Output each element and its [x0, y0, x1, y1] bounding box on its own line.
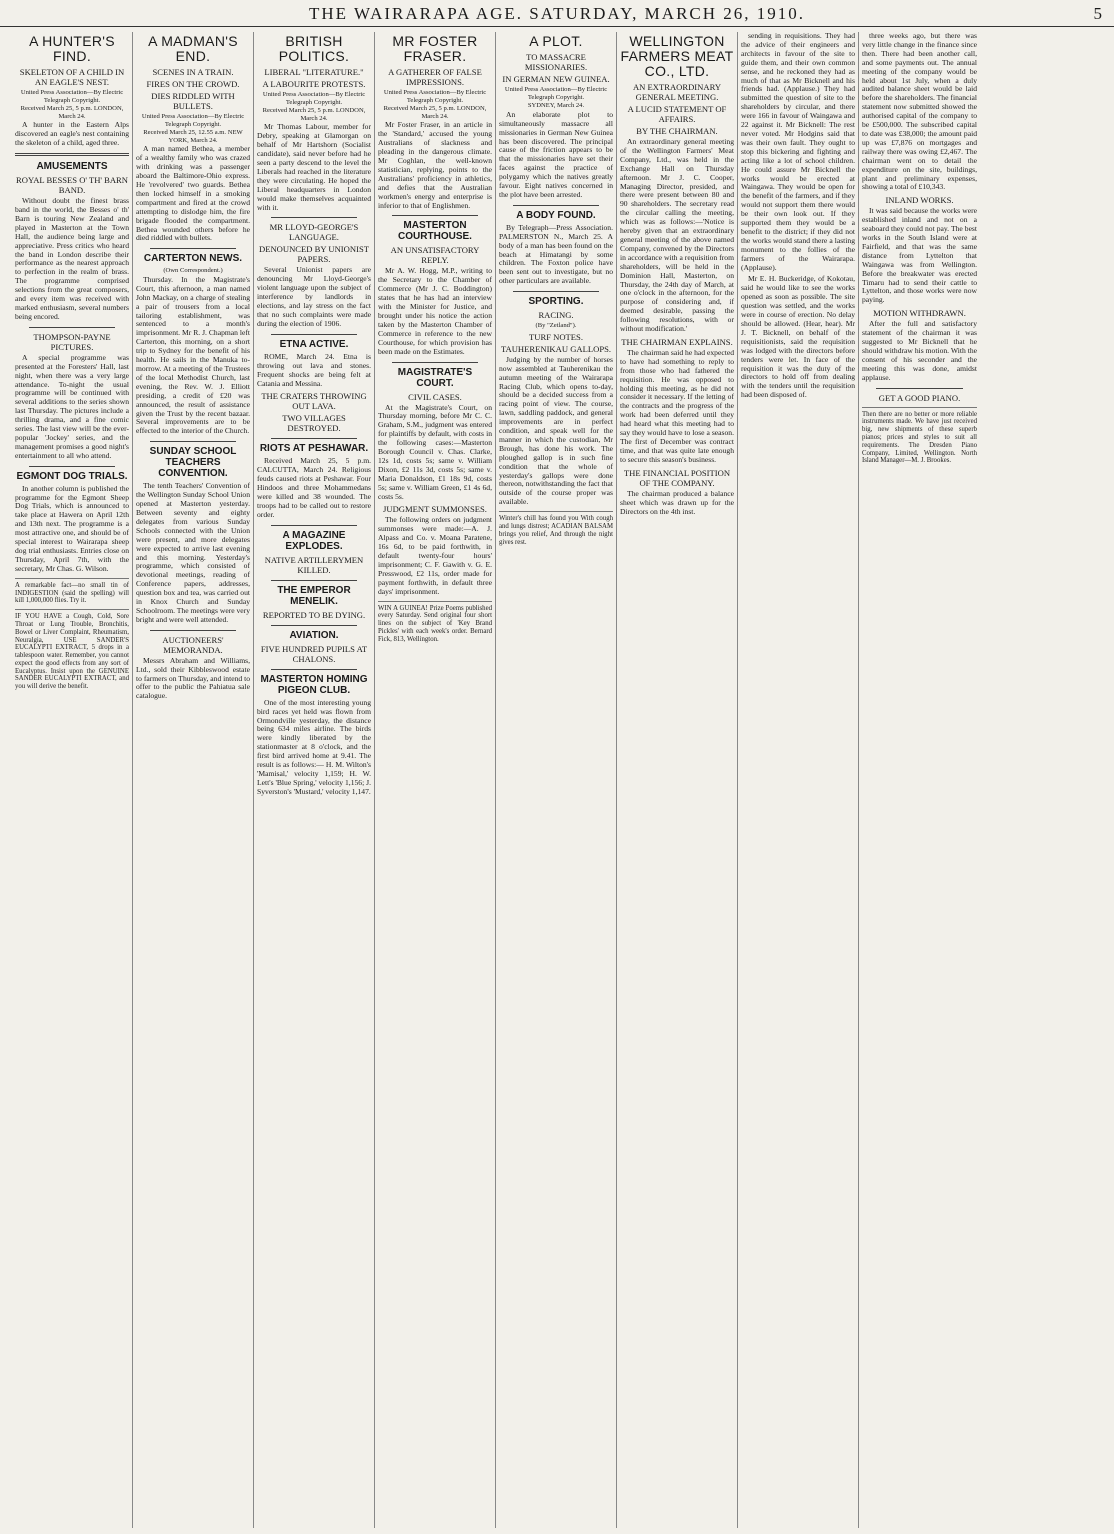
divider: [513, 205, 599, 206]
received-line: Received March 25, 5 p.m. LONDON, March 24.: [262, 107, 366, 122]
article-body: sending in requisitions. They had the advice of their engineers and architects in favour of the site to guide them, and their own common sense, and he reckoned they had as much of that as Mr Bicknell and his friends had. (Applause.) They had submitted the question of site to the shareholders by circular, and there were 166 in favour of Waingawa and 22 against it. Mr Bicknell: The rest never voted. Mr Hodgins said that was their own fault. They ought to stop this bickering and fighting and acting like a lot of school children. He could assure Mr Bicknell the works would be erected at Waingawa. They would be open for the benefit of the farmers, and if they would not support them there would be their own look out. If they supported them they would be a benefit to the district; if they did not the works would stand there a lasting monument to the follies of the farmers of the Wairarapa. (Applause).: [741, 32, 855, 272]
article-body: It was said because the works were established inland and not on a seaboard they could not pay. The best works in the South Island were at Fairfield, and that was the same distance from Lyttelton that Waingawa was from Wellington. Before the breakwater was erected Timaru had to send their cattle to Lyttelton, and those works were now paying.: [862, 206, 977, 305]
divider: [271, 438, 357, 439]
subhead-chairman-explains: THE CHAIRMAN EXPLAINS.: [621, 336, 733, 347]
byline: (By "Zetland").: [535, 322, 577, 330]
masthead: [0, 0, 1114, 27]
article-body: Mr Thomas Labour, member for Debry, speaking at Glamorgan on behalf of Mr Hartshorn (Socialist candidate), said never before had he seen a party descend to the level the Liberals had reached in the literature they were circulating. He hoped the Liberal headquarters in London would make themselves acquainted with it.: [257, 122, 371, 212]
article-body: A hunter in the Eastern Alps discovered an eagle's nest containing the skeleton of a child, aged three.: [15, 120, 129, 148]
subhead-civil-cases: CIVIL CASES.: [408, 391, 462, 402]
subhead-denounced: DENOUNCED BY UNIONIST PAPERS.: [259, 244, 369, 265]
subhead-false-impressions: A GATHERER OF FALSE IMPRESSIONS.: [388, 67, 482, 87]
article-body: Thursday. In the Magistrate's Court, this afternoon, a man named John Mackay, on a charge of stealing a pair of trousers from a local tailoring establishment, was sentenced to a month's imprisonment. Mr R. J. Chapman left Carterton, this morning, on a short trip to Sydney for the benefit of his health. He sails in the Manuka to-morrow. At a meeting of the Trustees of the local Methodist Church, last evening, the Rev. W. J. Elliott presiding, a credit of £20 was announced, the result of assistance given the Trust by the recent bazaar. Several improvements are to be effected to the interior of the Church.: [136, 274, 250, 436]
divider: [392, 362, 478, 363]
headline-courthouse: MASTERTON COURTHOUSE.: [398, 220, 472, 243]
article-body: Mr E. H. Buckeridge, of Kokotau, said he would like to see the works opened as soon as possible. The site question was settled, and the works were in course of erection. No delay should be allowed. (Hear, hear). Mr J. T. Bicknell, on behalf of the requisitionists, said the requisition was lodged with the directors before tenders were let. In face of the requisition it was the duty of the directors to hold off from dealing with the tenders until the requisition had been disposed of.: [741, 274, 855, 400]
subhead-villages: TWO VILLAGES DESTROYED.: [282, 413, 346, 434]
divider: [150, 630, 236, 631]
headline-riots: RIOTS AT PESHAWAR.: [259, 443, 369, 455]
subhead-liberal: LIBERAL "LITERATURE.": [264, 67, 364, 77]
column-5: [496, 32, 617, 1528]
article-body: Messrs Abraham and Williams, Ltd., sold their Kibbleswood estate to farmers on Thursday, and intend to offer to the public the Pahiatua sale catalogue.: [136, 655, 250, 701]
headline-british-politics: BRITISH POLITICS.: [278, 33, 350, 64]
divider: [150, 441, 236, 442]
headline-wellington-farmers: WELLINGTON FARMERS MEAT CO., LTD.: [620, 33, 734, 79]
divider: [271, 217, 357, 218]
headline-body-found: A BODY FOUND.: [516, 209, 596, 221]
column-7: [738, 32, 859, 1528]
dateline: United Press Association—By Electric Telegraph Copyright.: [20, 89, 124, 104]
advertisement: A remarkable fact—no small tin of INDIGESTION (said the spelling) will kill 1,000,000 flies. Try it.: [15, 578, 129, 605]
subhead-gallops: TAUHERENIKAU GALLOPS.: [500, 343, 612, 354]
subhead-craters: THE CRATERS THROWING OUT LAVA.: [261, 391, 367, 412]
divider: [271, 625, 357, 626]
divider: [29, 327, 115, 328]
article-body: Several Unionist papers are denouncing Mr Lloyd-George's violent language upon the subject of interference by landlords in elections, and lay stress on the fact that no such complaints were made during the election of 1906.: [257, 265, 371, 328]
article-body: At the Magistrate's Court, on Thursday morning, before Mr C. C. Graham, S.M., judgment was entered for plaintiffs by default, with costs in the following cases:—Masterton Borough Council v. Chas. Clarke, 12s 1d, costs 5s; same v. William Dixon, £2 11s 3d, costs 5s; same v. Maria Donaldson, £1 18s 9d, costs 5s; same v. William Green, £1 4s 6d, costs 5s.: [378, 402, 492, 501]
subhead-fires: FIRES ON THE CROWD.: [146, 79, 240, 89]
received-line: Received March 25, 5 p.m. LONDON, March 24.: [383, 105, 487, 120]
subhead-massacre: TO MASSACRE MISSIONARIES.: [524, 52, 588, 72]
received-line: SYDNEY, March 24.: [527, 102, 585, 110]
headline-lloyd-george: MR LLOYD-GEORGE'S LANGUAGE.: [269, 222, 359, 243]
advertisement: Then there are no better or more reliable instruments made. We have just received big, new shipments of these superb pianos; prices and styles to suit all requirements. The Dresden Piano Company, Limited, Wellington. North Island Manager—M. J. Brookes.: [862, 407, 977, 466]
dateline: United Press Association—By Electric Telegraph Copyright.: [262, 91, 366, 106]
subhead-besses: ROYAL BESSES O' TH' BARN BAND.: [16, 175, 128, 196]
dateline: United Press Association—By Electric Telegraph Copyright.: [504, 86, 608, 101]
divider: [271, 580, 357, 581]
headline-hunter: A HUNTER'S FIND.: [29, 33, 115, 64]
subhead-turf-notes: TURF NOTES.: [529, 331, 583, 342]
headline-thompson: THOMPSON-PAYNE PICTURES.: [33, 331, 111, 352]
subhead-racing: RACING.: [538, 310, 574, 321]
headline-sporting: SPORTING.: [528, 296, 584, 308]
advertisement: WIN A GUINEA! Prize Poems published every Saturday. Send original four short lines on the subject of 'Key Brand Pickles' with each week's order. Bernard Fick, 813, Wellington.: [378, 601, 492, 644]
column-6: [617, 32, 738, 1528]
dateline: United Press Association—By Electric Telegraph Copyright.: [383, 89, 487, 104]
article-body: Judging by the number of horses now assembled at Tauherenikau the autumn meeting of the Wairarapa Racing Club, which opens to-day, should be a decided success from a racing point of view. The course, lawn, saddling paddock, and general improvements are in perfect condition, and speak well for the manner in which the custodian, Mr Brough, has done his work. The ploughed gallop is in such fine condition that the whole of yesterday's gallops were done thereon, notwithstanding the fact that outside of the course proper was available.: [499, 354, 613, 507]
article-body: By Telegraph—Press Association. PALMERSTON N., March 25. A body of a man has been found on the beach at Himatangi by some children. The Foxton police have been sent out to investigate, but no other particulars are available.: [499, 222, 613, 286]
article-body: A special programme was presented at the Foresters' Hall, last night, when there was a very large attendance. To-night the usual programme will be continued with several additions to the series shown last Thursday. The pictures include a thrilling drama, and a fine comic series. The last view will be the ever-popular 'Jockey' series, and the management promises a good night's entertainment to all who attend.: [15, 352, 129, 460]
divider: [876, 388, 963, 389]
headline-sunday-school: SUNDAY SCHOOL TEACHERS CONVENTION.: [149, 446, 237, 480]
headline-menelik: THE EMPEROR MENELIK.: [277, 584, 351, 607]
headline-madman: A MADMAN'S END.: [148, 33, 238, 64]
article-body: One of the most interesting young bird races yet held was flown from Ormondville yesterday, the distance being 634 miles airline. The birds were kindly liberated by the stationmaster at 8 o'clock, and the first bird arrived home at 9.41. The result is as follows:— H. M. Wilton's 'Mamisal,' velocity 1,159; H. W. Lett's 'Blue Spring,' velocity 1,156; J. Syverston's 'Mustard,' velocity 1,147.: [257, 697, 371, 796]
article-body: Mr A. W. Hogg, M.P., writing to the Secretary to the Chamber of Commerce (Mr J. C. Boddington) states that he has had an interview with the Minister for Justice, and brought under his notice the action taken by the Masterton Chamber of Commerce in reference to the new Courthouse, for which provision has been made on the Estimates.: [378, 266, 492, 356]
divider: [150, 248, 236, 249]
article-body: Received March 25, 5 p.m. CALCUTTA, March 24. Religious feuds caused riots at Peshawar. Four Hindoos and three Mohammedans were killed and 38 wounded. The troops had to be called out to restore order.: [257, 456, 371, 519]
headline-magistrates-court: MAGISTRATE'S COURT.: [397, 366, 473, 389]
subhead-lucid-statement: A LUCID STATEMENT OF AFFAIRS.: [627, 104, 727, 124]
byline: (Own Correspondent.): [163, 267, 223, 275]
article-body: After the full and satisfactory statement of the chairman it was suggested to Mr Bicknell that he should withdraw his motion. With the consent of his seconder and the meeting this was done, amidst applause.: [862, 319, 977, 382]
section-amusements: AMUSEMENTS: [36, 161, 108, 173]
subhead-motion-withdrawn: MOTION WITHDRAWN.: [873, 308, 966, 319]
subhead-financial-position: THE FINANCIAL POSITION OF THE COMPANY.: [623, 467, 731, 488]
subhead-extraordinary: AN EXTRAORDINARY GENERAL MEETING.: [632, 82, 722, 102]
headline-piano-ad: GET A GOOD PIANO.: [878, 392, 961, 403]
newspaper-columns: [12, 32, 1102, 1528]
divider: [271, 669, 357, 670]
article-body: ROME, March 24. Etna is throwing out lava and stones. Frequent shocks are being felt at Catania and Messina.: [257, 351, 371, 388]
divider: [271, 525, 357, 526]
newspaper-title: THE WAIRARAPA AGE. SATURDAY, MARCH 26, 1910.: [308, 4, 806, 23]
received-line: Received March 25, 5 p.m. LONDON, March 24.: [20, 105, 124, 120]
headline-aviation: AVIATION.: [289, 629, 339, 641]
subhead-dying: REPORTED TO BE DYING.: [262, 609, 366, 620]
article-body: Mr Foster Fraser, in an article in the 'Standard,' accused the young Australians of slackness and pleading in the dangerous climate. Mr Coghlan, the well-known statistician, replying, points to the Australians' proficiency in athletics, and defies that the Australian workmen's energy and enterprise is inferior to that of Englishmen.: [378, 120, 492, 210]
headline-etna: ETNA ACTIVE.: [279, 338, 349, 350]
subhead-new-guinea: IN GERMAN NEW GUINEA.: [502, 74, 610, 84]
article-body: The chairman said he had expected to have had something to reply to from those who had fathered the requisition. He was opposed to holding this meeting, as he did not consider it necessary. If the letting of the contracts and the progress of the work had been deferred until they had heard what this meeting had to say they would have to lose a season. The first of December was contract time, and that was quite late enough to secure this season's business.: [620, 347, 734, 464]
headline-auctioneers: AUCTIONEERS' MEMORANDA.: [162, 634, 224, 655]
article-body: The tenth Teachers' Convention of the Wellington Sunday School Union opened at Masterton yesterday. Between seventy and eighty delegates from various Sunday Schools connected with the Union were present, and more delegates were expected to arrive last evening and this morning. Yesterday's programme, which consisted of devotional meetings, reading of Conference papers, addresses, question box and tea, was carried out in Knox Church and Sunday Schoolroom. The meetings were very bright and were well attended.: [136, 481, 250, 624]
article-body: three weeks ago, but there was very little change in the finance since then. There had been another call, and some payments out. The annual meeting of the company would be held about 1st July, when a duly audited balance sheet would be laid before the shareholders. The financial statement now submitted showed the authorised capital of the company to be £500,000. The subscribed capital to date was £38,000; the amount paid up was £7,876 on mortgages and railway there was owing £2,467. The chairman went on to detail the expenditure on the site, buildings, plant and preliminary expenses, showing a total of £10,343.: [862, 32, 977, 192]
subhead-labourite: A LABOURITE PROTESTS.: [262, 79, 366, 89]
advertisement: IF YOU HAVE a Cough, Cold, Sore Throat or Lung Trouble, Bronchitis, Bowel or Liver Complaint, Rheumatism, Neuralgia, USE SANDER'S EUCALYPTI EXTRACT, 5 drops in a tablespoon water. Remember, you cannot expect the good effects from any sort of Eucalyptus. Insist upon the GENUINE SANDER EUCALYPTI EXTRACT, and you will derive the benefit.: [15, 609, 129, 691]
article-body: The following orders on judgment summonses were made:—A. J. Alpass and Co. v. Moana Paratene, 16s 6d, to be paid forthwith, in default twenty-four hours' imprisonment; C. F. Gawith v. G. E. Presswood, £2 11s, order made for payment forthwith, in default three days' imprisonment.: [378, 515, 492, 596]
divider: [29, 466, 115, 467]
divider: [513, 291, 599, 292]
headline-plot: A PLOT.: [529, 33, 583, 49]
subhead-unsatisfactory: AN UNSATISFACTORY REPLY.: [390, 245, 480, 266]
divider: [271, 334, 357, 335]
subhead-by-chairman: BY THE CHAIRMAN.: [636, 126, 718, 136]
received-line: Received March 25, 12.55 a.m. NEW YORK, March 24.: [143, 129, 243, 144]
headline-magazine: A MAGAZINE EXPLODES.: [282, 529, 346, 552]
headline-carterton: CARTERTON NEWS.: [143, 253, 243, 265]
article-body: In another column is published the programme for the Egmont Sheep Dog Trials, which is announced to take place at Hawera on April 12th and 13th next. The programme is a most attractive one, and should be of special interest to Wairarapa sheep dog trial enthusiasts. Entries close on Thursday, April 7th, with the secretary, Mr Chas. G. Wilson.: [15, 483, 129, 573]
subhead-judgment: JUDGMENT SUMMONSES.: [383, 504, 487, 515]
column-4: [375, 32, 496, 1528]
column-1: [12, 32, 133, 1528]
divider: [15, 153, 129, 156]
column-2: [133, 32, 254, 1528]
page-number: 5: [1093, 4, 1102, 23]
subhead-chalons: FIVE HUNDRED PUPILS AT CHALONS.: [260, 643, 368, 664]
subhead-artillerymen: NATIVE ARTILLERYMEN KILLED.: [264, 554, 364, 575]
column-8: [859, 32, 980, 1528]
article-body: An elaborate plot to simultaneously massacre all missionaries in German New Guinea has been discovered. The principal cause of the friction appears to be that the missionaries have set their faces against the practice of polygamy which the natives greatly favour. Eight natives concerned in the plot have been arrested.: [499, 109, 613, 199]
subhead-train: SCENES IN A TRAIN.: [152, 67, 234, 77]
subhead-inland-works: INLAND WORKS.: [885, 195, 954, 206]
subhead-skeleton: SKELETON OF A CHILD IN AN EAGLE'S NEST.: [19, 67, 125, 87]
column-3: [254, 32, 375, 1528]
article-body: A man named Bethea, a member of a wealthy family who was crazed with drinking was a passenger aboard the Baltimore-Ohio express. He 'revolvered' two guards. Bethea then locked himself in a smoking compartment and fired at the crowd attempting to dislodge him, the fire brigade flooded the compartment. Bethea wounded others before he died riddled with bullets.: [136, 144, 250, 243]
article-body: The chairman produced a balance sheet which was drawn up for the Directors on the 4th inst.: [620, 488, 734, 516]
headline-egmont: EGMONT DOG TRIALS.: [16, 470, 128, 482]
subhead-dies: DIES RIDDLED WITH BULLETS.: [151, 91, 235, 111]
dateline: United Press Association—By Electric Telegraph Copyright.: [141, 113, 245, 128]
divider: [392, 215, 478, 216]
article-body: Without doubt the finest brass band in the world, the Besses o' th' Barn is touring New Zealand and played in Masterton at the Town Hall, the audience being large and appreciative. Press critics who heard the band in London describe their performance as the nearest approach to perfection in the realm of brass. The programme comprised selections from the great composers, and every item was received with marked enthusiasm, several numbers being encored.: [15, 196, 129, 321]
article-body: An extraordinary general meeting of the Wellington Farmers' Meat Company, Ltd., was held in the Exchange Hall on Thursday afternoon. Mr J. C. Cooper, Managing Director, presided, and there were present between 80 and 90 shareholders. The secretary read the circular calling the meeting, which was as follows:—'Notice is hereby given that an extraordinary general meeting of the above named Company, convened by the Directors in accordance with a requisition from shareholders, will be held in the Dominion Hall, Masterton, on Thursday, the 24th day of March, at one o'clock in the afternoon, for the purpose of considering and, if deemed desirable, passing the following resolutions, with or without modification.': [620, 137, 734, 334]
headline-foster-fraser: MR FOSTER FRASER.: [392, 33, 478, 64]
headline-homing-pigeon: MASTERTON HOMING PIGEON CLUB.: [260, 673, 368, 696]
advertisement: Winter's chill has found you With cough and lungs distrest; ACADIAN BALSAM brings you relief, And through the night gives rest.: [499, 511, 613, 546]
